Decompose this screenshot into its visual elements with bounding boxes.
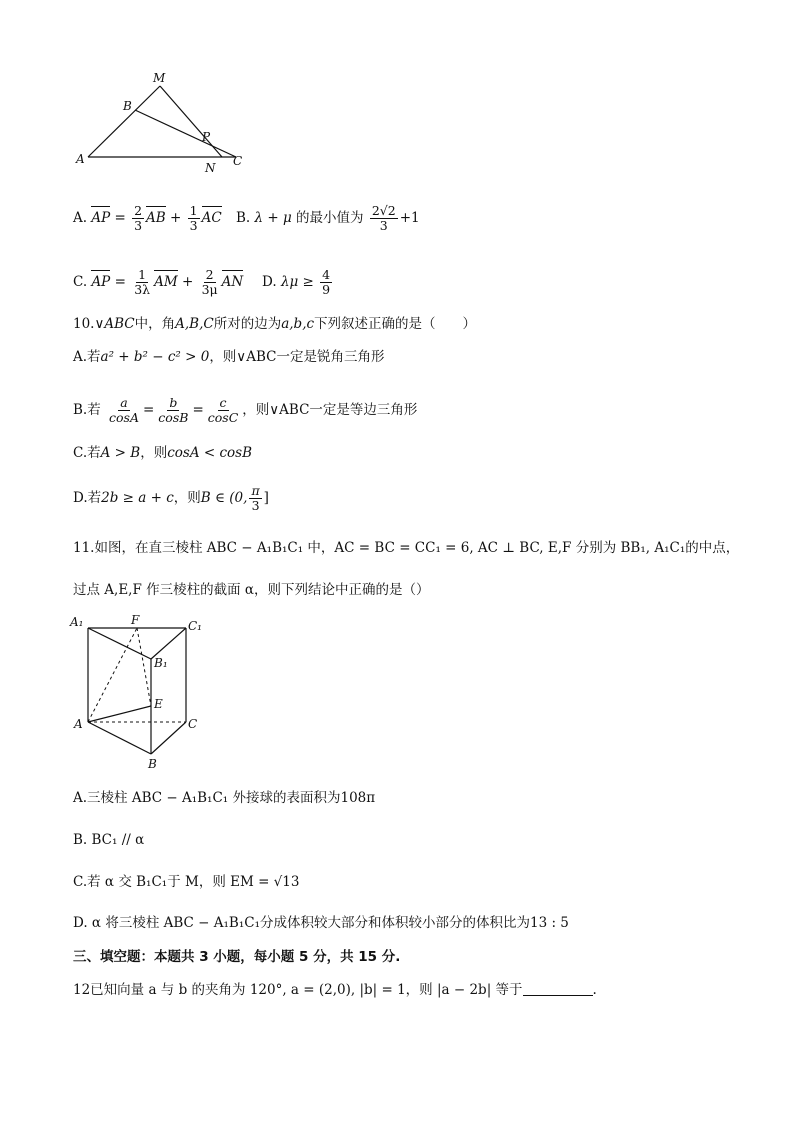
label-P: P — [202, 130, 211, 144]
label-B: B — [123, 99, 132, 113]
q10-option-d[interactable]: D.若2b ≥ a + c，则B ∈ (0, $\frac{\pi}{3}$ ] — [73, 483, 269, 513]
triangle-figure — [70, 68, 260, 178]
label-F: F — [131, 613, 140, 627]
q12-question: 12已知向量 a 与 b 的夹角为 120°, a = (2,0), |b| = 1，则 |a − 2b| 等于 . — [73, 982, 597, 998]
label-E: E — [154, 697, 163, 711]
q11-stem-line2: 过点 A,E,F 作三棱柱的截面 α，则下列结论中正确的是（） — [73, 582, 430, 598]
q11-option-d[interactable]: D. α 将三棱柱 ABC − A₁B₁C₁分成体积较大部分和体积较小部分的体积比为13 : 5 — [73, 915, 569, 931]
label-B1: B₁ — [154, 656, 168, 670]
label-C: C — [233, 154, 243, 168]
label-C1: C₁ — [188, 619, 202, 633]
answer-blank[interactable] — [523, 981, 593, 996]
q10-stem: 10.∨ABC中，角A,B,C所对的边为a,b,c下列叙述正确的是（ ） — [73, 316, 477, 332]
q9-option-b[interactable]: B. λ + μ 的最小值为 $\frac{2√2}{3}$ +1 — [236, 203, 420, 233]
q11-option-a[interactable]: A.三棱柱 ABC − A₁B₁C₁ 外接球的表面积为108π — [73, 790, 376, 806]
label-M: M — [153, 71, 166, 85]
label-A1: A₁ — [70, 615, 84, 629]
q10-option-a[interactable]: A.若a² + b² − c² > 0，则∨ABC一定是锐角三角形 — [73, 349, 385, 365]
prism-figure — [68, 612, 218, 777]
label-A: A — [76, 152, 85, 166]
label-N: N — [205, 161, 216, 175]
label-A: A — [74, 717, 83, 731]
label-B: B — [148, 757, 157, 771]
section-title: 三、填空题：本题共 3 小题，每小题 5 分，共 15 分. — [73, 949, 401, 965]
q9-option-a[interactable]: A. AP = $\frac{2}{3}$ AB + $\frac{1}{3}$ AC — [73, 203, 222, 233]
q9-option-d[interactable]: D. λμ ≥ $\frac{4}{9}$ — [262, 267, 331, 297]
q11-option-b[interactable]: B. BC₁ // α — [73, 832, 145, 848]
q9-option-c[interactable]: C. AP = $\frac{1}{3\lambda}$ AM + $\frac{2}{3\mu}$ AN — [73, 267, 244, 297]
q10-option-c[interactable]: C.若A > B，则cosA < cosB — [73, 445, 253, 461]
q10-option-b[interactable]: B.若 $\frac{a}{\cos A}$ = $\frac{b}{\cos B}$ = $\frac{c}{\cos C}$ ，则∨ABC一定是等边三角形 — [73, 395, 418, 425]
q11-option-c[interactable]: C.若 α 交 B₁C₁于 M，则 EM = √13 — [73, 874, 300, 890]
q11-stem-line1: 11.如图，在直三棱柱 ABC − A₁B₁C₁ 中，AC = BC = CC₁ = 6, AC ⊥ BC, E,F 分别为 BB₁, A₁C₁的中点， — [73, 540, 740, 556]
label-C: C — [188, 717, 198, 731]
